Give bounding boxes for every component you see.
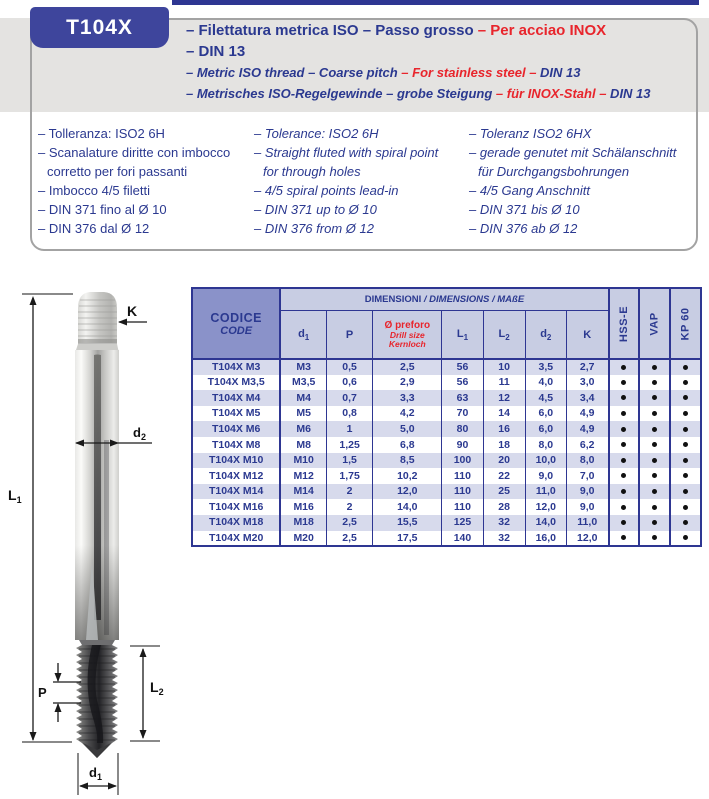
availability-cell bbox=[670, 484, 701, 500]
table-row bbox=[192, 515, 701, 531]
value-cell: 4,0 bbox=[525, 375, 566, 391]
feature-line: – DIN 371 up to Ø 10 bbox=[254, 202, 377, 217]
value-cell: 2 bbox=[327, 484, 373, 500]
column-header-l1: $L_1$ bbox=[442, 311, 483, 359]
dot-icon bbox=[621, 458, 626, 463]
value-cell: 12 bbox=[483, 390, 525, 406]
value-cell: T104X M16 bbox=[192, 499, 280, 515]
svg-text:d2 bbox=[133, 425, 146, 442]
dot-icon bbox=[652, 365, 657, 370]
dot-icon bbox=[652, 505, 657, 510]
value-cell: M4 bbox=[280, 390, 326, 406]
feature-line: – 4/5 spiral points lead-in bbox=[254, 183, 399, 198]
d1-sub: 1 bbox=[96, 772, 102, 782]
value-cell: 8,5 bbox=[373, 453, 442, 469]
availability-cell bbox=[639, 499, 670, 515]
feature-line: – 4/5 Gang Anschnitt bbox=[469, 183, 590, 198]
dot-icon bbox=[652, 411, 657, 416]
value-cell: 16 bbox=[483, 421, 525, 437]
value-cell: 4,2 bbox=[373, 406, 442, 422]
d1-label: d bbox=[89, 765, 97, 780]
dot-icon bbox=[621, 365, 626, 370]
title-segment: – Metrisches ISO-Regelgewinde – grobe Steigung bbox=[186, 86, 496, 101]
dims-header-en-de: / DIMENSIONS / MAßE bbox=[421, 294, 525, 306]
value-cell: 14,0 bbox=[525, 515, 566, 531]
availability-cell bbox=[670, 515, 701, 531]
availability-cell bbox=[609, 453, 639, 469]
value-cell: 2,7 bbox=[566, 359, 608, 375]
drill-label-en: Drill size bbox=[389, 329, 425, 340]
value-cell: 7,0 bbox=[566, 468, 608, 484]
dot-icon bbox=[621, 427, 626, 432]
value-cell: 20 bbox=[483, 453, 525, 469]
value-cell: M3,5 bbox=[280, 375, 326, 391]
feature-line: – DIN 376 ab Ø 12 bbox=[469, 221, 578, 236]
value-cell: 14 bbox=[483, 406, 525, 422]
availability-cell bbox=[609, 390, 639, 406]
column-header-drill bbox=[373, 311, 442, 359]
availability-cell bbox=[639, 453, 670, 469]
availability-cell bbox=[609, 375, 639, 391]
availability-cell bbox=[639, 437, 670, 453]
value-cell: 2,5 bbox=[373, 359, 442, 375]
svg-text:d1 bbox=[89, 765, 102, 782]
availability-cell bbox=[609, 531, 639, 547]
dot-icon bbox=[652, 427, 657, 432]
dot-icon bbox=[621, 380, 626, 385]
value-cell: 12,0 bbox=[373, 484, 442, 500]
value-cell: T104X M14 bbox=[192, 484, 280, 500]
value-cell: 1 bbox=[327, 421, 373, 437]
value-cell: 100 bbox=[442, 453, 483, 469]
value-cell: 4,9 bbox=[566, 421, 608, 437]
availability-cell bbox=[609, 499, 639, 515]
features-english bbox=[254, 124, 466, 238]
value-cell: M20 bbox=[280, 531, 326, 547]
value-cell: 2,5 bbox=[327, 515, 373, 531]
column-header-p: P bbox=[327, 311, 373, 359]
value-cell: T104X M18 bbox=[192, 515, 280, 531]
availability-cell bbox=[609, 421, 639, 437]
value-cell: 110 bbox=[442, 484, 483, 500]
title-segment: – Metric ISO thread – Coarse pitch bbox=[186, 65, 402, 80]
k-label: K bbox=[127, 303, 138, 319]
dot-icon bbox=[652, 458, 657, 463]
value-cell: 140 bbox=[442, 531, 483, 547]
table-row bbox=[192, 499, 701, 515]
value-cell: 18 bbox=[483, 437, 525, 453]
title-line-en bbox=[186, 62, 701, 83]
value-cell: 1,5 bbox=[327, 453, 373, 469]
title-segment: DIN 13 bbox=[536, 65, 581, 80]
value-cell: M18 bbox=[280, 515, 326, 531]
dot-icon bbox=[683, 365, 688, 370]
dot-icon bbox=[683, 520, 688, 525]
availability-cell bbox=[670, 437, 701, 453]
dot-icon bbox=[621, 520, 626, 525]
dot-icon bbox=[621, 395, 626, 400]
value-cell: T104X M3,5 bbox=[192, 375, 280, 391]
feature-line: für Durchgangsbohrungen bbox=[478, 164, 630, 179]
availability-cell bbox=[670, 359, 701, 375]
value-cell: 8,0 bbox=[566, 453, 608, 469]
value-cell: 3,4 bbox=[566, 390, 608, 406]
table-row bbox=[192, 484, 701, 500]
value-cell: 2,9 bbox=[373, 375, 442, 391]
dot-icon bbox=[683, 395, 688, 400]
column-header-l2: $L_2$ bbox=[483, 311, 525, 359]
value-cell: T104X M3 bbox=[192, 359, 280, 375]
table-row bbox=[192, 531, 701, 547]
drill-label-it: Ø preforo bbox=[384, 319, 431, 331]
value-cell: 1,75 bbox=[327, 468, 373, 484]
dot-icon bbox=[683, 473, 688, 478]
availability-cell bbox=[639, 468, 670, 484]
availability-cell bbox=[609, 468, 639, 484]
column-header-d1: $d_1$ bbox=[280, 311, 326, 359]
title-line-it bbox=[186, 20, 701, 41]
dimension-l1 bbox=[8, 294, 73, 742]
features-german bbox=[469, 124, 697, 238]
dot-icon bbox=[652, 489, 657, 494]
column-header-vap bbox=[639, 288, 670, 359]
value-cell: 3,3 bbox=[373, 390, 442, 406]
value-cell: M3 bbox=[280, 359, 326, 375]
tap-illustration bbox=[75, 292, 119, 758]
title-segment: – DIN 13 bbox=[186, 43, 246, 60]
value-cell: 16,0 bbox=[525, 531, 566, 547]
value-cell: M8 bbox=[280, 437, 326, 453]
dot-icon bbox=[621, 442, 626, 447]
value-cell: 3,5 bbox=[525, 359, 566, 375]
product-code-badge bbox=[30, 7, 169, 48]
dimension-l2 bbox=[130, 646, 164, 741]
feature-line: corretto per fori passanti bbox=[47, 164, 188, 179]
d2-sub: 2 bbox=[140, 432, 146, 442]
product-code: T104X bbox=[66, 15, 133, 39]
availability-cell bbox=[670, 421, 701, 437]
value-cell: 56 bbox=[442, 375, 483, 391]
feature-line: – Toleranz ISO2 6HX bbox=[469, 126, 592, 141]
availability-cell bbox=[670, 375, 701, 391]
dot-icon bbox=[621, 505, 626, 510]
value-cell: 0,6 bbox=[327, 375, 373, 391]
value-cell: 14,0 bbox=[373, 499, 442, 515]
dot-icon bbox=[683, 442, 688, 447]
value-cell: 125 bbox=[442, 515, 483, 531]
dot-icon bbox=[652, 442, 657, 447]
title-segment: – Per acciao INOX bbox=[477, 22, 607, 39]
availability-cell bbox=[670, 499, 701, 515]
kp60-label: KP 60 bbox=[679, 307, 692, 340]
title-segment: – für INOX-Stahl – bbox=[495, 86, 607, 101]
feature-line: – Imbocco 4/5 filetti bbox=[38, 183, 150, 198]
dot-icon bbox=[683, 458, 688, 463]
value-cell: 12,0 bbox=[566, 531, 608, 547]
product-title-block bbox=[186, 20, 701, 104]
dot-icon bbox=[652, 473, 657, 478]
dot-icon bbox=[652, 395, 657, 400]
feature-line: – gerade genutet mit Schälanschnitt bbox=[469, 145, 677, 160]
title-segment: – For stainless steel – bbox=[401, 65, 537, 80]
feature-line: – Scanalature diritte con imbocco bbox=[38, 145, 231, 160]
value-cell: 12,0 bbox=[525, 499, 566, 515]
value-cell: 11,0 bbox=[525, 484, 566, 500]
value-cell: 90 bbox=[442, 437, 483, 453]
value-cell: M6 bbox=[280, 421, 326, 437]
d2-label: d bbox=[133, 425, 141, 440]
value-cell: M5 bbox=[280, 406, 326, 422]
value-cell: 8,0 bbox=[525, 437, 566, 453]
availability-cell bbox=[639, 421, 670, 437]
value-cell: M12 bbox=[280, 468, 326, 484]
l1-sub: 1 bbox=[16, 495, 22, 505]
l1-label: L bbox=[8, 487, 17, 503]
value-cell: 56 bbox=[442, 359, 483, 375]
availability-cell bbox=[670, 390, 701, 406]
dot-icon bbox=[683, 505, 688, 510]
value-cell: 4,5 bbox=[525, 390, 566, 406]
availability-cell bbox=[609, 359, 639, 375]
value-cell: 3,0 bbox=[566, 375, 608, 391]
feature-line: – DIN 376 from Ø 12 bbox=[254, 221, 374, 236]
code-header-it: CODICE bbox=[210, 310, 262, 325]
l2-sub: 2 bbox=[158, 687, 164, 697]
table-body bbox=[192, 359, 701, 546]
availability-cell bbox=[670, 531, 701, 547]
availability-cell bbox=[670, 468, 701, 484]
value-cell: T104X M5 bbox=[192, 406, 280, 422]
value-cell: 2 bbox=[327, 499, 373, 515]
specification-table bbox=[191, 287, 702, 547]
dot-icon bbox=[621, 473, 626, 478]
value-cell: 25 bbox=[483, 484, 525, 500]
feature-line: – Tolerance: ISO2 6H bbox=[254, 126, 379, 141]
availability-cell bbox=[609, 437, 639, 453]
value-cell: T104X M12 bbox=[192, 468, 280, 484]
availability-cell bbox=[639, 375, 670, 391]
value-cell: 17,5 bbox=[373, 531, 442, 547]
column-header-d2: $d_2$ bbox=[525, 311, 566, 359]
value-cell: 32 bbox=[483, 531, 525, 547]
table-row bbox=[192, 453, 701, 469]
value-cell: 6,2 bbox=[566, 437, 608, 453]
drill-label-de: Kernloch bbox=[388, 339, 426, 350]
value-cell: T104X M4 bbox=[192, 390, 280, 406]
feature-line: – DIN 371 bis Ø 10 bbox=[469, 202, 580, 217]
value-cell: 6,8 bbox=[373, 437, 442, 453]
dimension-p bbox=[38, 663, 81, 722]
availability-cell bbox=[639, 390, 670, 406]
hss-e-label: HSS-E bbox=[617, 305, 630, 342]
dims-header-it: DIMENSIONI bbox=[364, 294, 422, 306]
features-italian bbox=[38, 124, 250, 238]
value-cell: 5,0 bbox=[373, 421, 442, 437]
tap-technical-drawing bbox=[0, 260, 190, 799]
column-header-hss-e bbox=[609, 288, 639, 359]
value-cell: T104X M8 bbox=[192, 437, 280, 453]
availability-cell bbox=[609, 484, 639, 500]
value-cell: T104X M10 bbox=[192, 453, 280, 469]
value-cell: 9,0 bbox=[566, 484, 608, 500]
dot-icon bbox=[621, 535, 626, 540]
table-row bbox=[192, 375, 701, 391]
availability-cell bbox=[639, 406, 670, 422]
value-cell: 22 bbox=[483, 468, 525, 484]
value-cell: T104X M20 bbox=[192, 531, 280, 547]
value-cell: 15,5 bbox=[373, 515, 442, 531]
feature-line: – DIN 371 fino al Ø 10 bbox=[38, 202, 167, 217]
svg-text:L1 bbox=[8, 487, 22, 505]
dot-icon bbox=[683, 535, 688, 540]
feature-line: – Tolleranza: ISO2 6H bbox=[38, 126, 165, 141]
availability-cell bbox=[670, 406, 701, 422]
value-cell: 110 bbox=[442, 468, 483, 484]
value-cell: 0,8 bbox=[327, 406, 373, 422]
availability-cell bbox=[609, 406, 639, 422]
dot-icon bbox=[652, 535, 657, 540]
dot-icon bbox=[683, 411, 688, 416]
feature-line: – DIN 376 dal Ø 12 bbox=[38, 221, 150, 236]
value-cell: 110 bbox=[442, 499, 483, 515]
value-cell: M16 bbox=[280, 499, 326, 515]
value-cell: 0,5 bbox=[327, 359, 373, 375]
feature-line: – Straight fluted with spiral point bbox=[254, 145, 439, 160]
l2-label: L bbox=[150, 679, 159, 695]
value-cell: 0,7 bbox=[327, 390, 373, 406]
p-label: P bbox=[38, 685, 47, 700]
value-cell: 2,5 bbox=[327, 531, 373, 547]
value-cell: 9,0 bbox=[525, 468, 566, 484]
dimension-d1 bbox=[78, 753, 118, 795]
value-cell: 4,9 bbox=[566, 406, 608, 422]
value-cell: 63 bbox=[442, 390, 483, 406]
value-cell: 11 bbox=[483, 375, 525, 391]
value-cell: 80 bbox=[442, 421, 483, 437]
value-cell: 6,0 bbox=[525, 421, 566, 437]
title-line-din bbox=[186, 41, 701, 62]
vap-label: VAP bbox=[648, 311, 661, 336]
value-cell: 11,0 bbox=[566, 515, 608, 531]
value-cell: 28 bbox=[483, 499, 525, 515]
availability-cell bbox=[639, 484, 670, 500]
value-cell: 70 bbox=[442, 406, 483, 422]
dot-icon bbox=[683, 380, 688, 385]
availability-cell bbox=[639, 531, 670, 547]
availability-cell bbox=[639, 359, 670, 375]
table-row bbox=[192, 406, 701, 422]
availability-cell bbox=[670, 453, 701, 469]
table-row bbox=[192, 390, 701, 406]
feature-line: for through holes bbox=[263, 164, 361, 179]
dot-icon bbox=[621, 411, 626, 416]
dot-icon bbox=[683, 427, 688, 432]
value-cell: T104X M6 bbox=[192, 421, 280, 437]
value-cell: 10,2 bbox=[373, 468, 442, 484]
availability-cell bbox=[639, 515, 670, 531]
table-row bbox=[192, 421, 701, 437]
column-header-k: K bbox=[566, 311, 608, 359]
column-header-kp60 bbox=[670, 288, 701, 359]
column-header-code bbox=[192, 288, 280, 359]
title-line-de bbox=[186, 83, 701, 104]
value-cell: 1,25 bbox=[327, 437, 373, 453]
value-cell: 10 bbox=[483, 359, 525, 375]
value-cell: 6,0 bbox=[525, 406, 566, 422]
value-cell: 9,0 bbox=[566, 499, 608, 515]
code-header-en: CODE bbox=[220, 324, 253, 337]
value-cell: M10 bbox=[280, 453, 326, 469]
title-segment: – Filettatura metrica ISO – Passo grosso bbox=[186, 22, 478, 39]
svg-text:L2 bbox=[150, 679, 164, 697]
table-row bbox=[192, 437, 701, 453]
table-row bbox=[192, 359, 701, 375]
dot-icon bbox=[652, 520, 657, 525]
header-rule bbox=[172, 0, 699, 5]
dot-icon bbox=[652, 380, 657, 385]
dot-icon bbox=[683, 489, 688, 494]
dimension-k bbox=[118, 303, 147, 326]
table-row bbox=[192, 468, 701, 484]
value-cell: 32 bbox=[483, 515, 525, 531]
availability-cell bbox=[609, 515, 639, 531]
value-cell: 10,0 bbox=[525, 453, 566, 469]
dot-icon bbox=[621, 489, 626, 494]
title-segment: DIN 13 bbox=[606, 86, 651, 101]
value-cell: M14 bbox=[280, 484, 326, 500]
dimensions-header bbox=[280, 288, 608, 311]
